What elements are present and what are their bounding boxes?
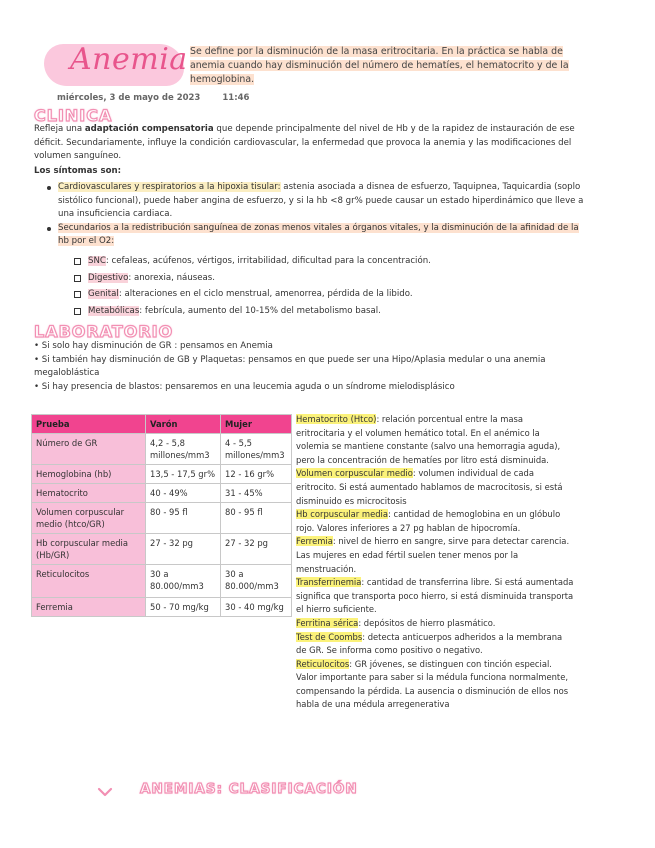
definition-item xyxy=(296,658,574,712)
definition-term: Hematocrito (Htco) xyxy=(296,414,377,424)
sub-key: Genital xyxy=(88,289,119,299)
definition-term: Transferrinemia xyxy=(296,577,362,588)
definition-text: : detecta anticuerpos adheridos a la membrana de GR. Se informa como positivo o negativo. xyxy=(296,631,563,656)
lab-line: • Si solo hay disminución de GR : pensamos en Anemia xyxy=(34,341,273,351)
list-item xyxy=(74,303,554,320)
table-header-cell: Mujer xyxy=(221,415,292,434)
definition-term: Ferritina sérica xyxy=(296,617,359,628)
bullet-highlight: Cardiovasculares y respiratorios a la hipoxia tisular: xyxy=(58,182,281,192)
definition-text: : volumen individual de cada eritrocito. Si está aumentado hablamos de macrocitosis, si está disminuido es microcitosis xyxy=(296,468,563,506)
lab-values-table xyxy=(31,414,292,617)
table-row xyxy=(32,434,292,465)
clasificacion-heading[interactable]: ANEMIAS: CLASIFICACIÓN xyxy=(140,781,358,797)
sub-value: : anorexia, náuseas. xyxy=(128,272,216,283)
table-header-cell: Prueba xyxy=(32,415,146,434)
lab-line: • Si hay presencia de blastos: pensaremos en una leucemia aguda o un síndrome mielodisplásico xyxy=(34,381,455,392)
table-cell: Ferremia xyxy=(32,598,146,617)
sintomas-list xyxy=(44,181,584,249)
table-row xyxy=(32,503,292,534)
definitions-block xyxy=(296,413,574,712)
definition-item xyxy=(296,535,574,576)
table-row xyxy=(32,534,292,565)
page-title: Anemia xyxy=(70,42,188,77)
definition-term: Volumen corpuscular medio xyxy=(296,468,413,479)
sub-sintomas-list xyxy=(74,253,554,319)
definition-text: : depósitos de hierro plasmático. xyxy=(358,617,496,628)
definition-term: Ferremia xyxy=(296,536,333,547)
definition-term: Test de Coombs xyxy=(296,631,363,642)
definition-item xyxy=(296,617,574,631)
sub-value: : cefaleas, acúfenos, vértigos, irritabilidad, dificultad para la concentración. xyxy=(105,256,431,266)
table-cell: 4,2 - 5,8 millones/mm3 xyxy=(146,434,221,465)
clinica-paragraph xyxy=(34,123,579,164)
definition-item xyxy=(296,576,574,617)
table-cell: 4 - 5,5 millones/mm3 xyxy=(221,434,292,465)
table-cell: Hb corpuscular media (Hb/GR) xyxy=(32,534,146,565)
intro-highlight: Se define por la disminución de la masa eritrocitaria. En la práctica se habla de anemia cuando hay disminución del número de hematíes, el hematocrito y de la hemoglobina. xyxy=(190,46,569,85)
bullet-text: astenia asociada a disnea de esfuerzo, Taquipnea, Taquicardia (soplo sistólico funcional), puede haber angina de esfuerzo, y si la hb <8 gr% puede causar un estado hiperdinámico que lleve a una insuficiencia cardiaca. xyxy=(58,182,584,219)
table-cell: 80 - 95 fl xyxy=(221,503,292,534)
list-item xyxy=(74,253,554,270)
clinica-text-b: que depende principalmente del nivel de Hb y de la rapidez de instauración de ese déficit. Secundariamente, influye la condición cardiovascular, la enfermedad que provoca la anemia y las modificaciones del volumen sanguíneo. xyxy=(34,124,575,161)
bullet-highlight: Secundarios a la redistribución sanguínea de zonas menos vitales a órganos vitales, y la disminución de la afinidad de la hb por el O2: xyxy=(58,222,579,246)
definition-text: : GR jóvenes, se distinguen con tinción especial. Valor importante para saber si la médula funciona normalmente, compensando la pérdida. La ausencia o disminución de ellos nos habla de una médula arregenerativa xyxy=(296,658,569,710)
sub-key: Metabólicas xyxy=(88,305,140,316)
table-cell: 40 - 49% xyxy=(146,484,221,503)
note-date xyxy=(57,93,249,103)
lab-line: • Si también hay disminución de GB y Plaquetas: pensamos en que puede ser una Hipo/Aplasia medular o una anemia megaloblástica xyxy=(34,354,546,378)
table-row xyxy=(32,484,292,503)
table-row xyxy=(32,598,292,617)
definition-item xyxy=(296,508,574,535)
table-cell: Hemoglobina (hb) xyxy=(32,465,146,484)
table-header-cell: Varón xyxy=(146,415,221,434)
table-cell: Volumen corpuscular medio (htco/GR) xyxy=(32,503,146,534)
table-cell: 30 - 40 mg/kg xyxy=(221,598,292,617)
definition-text: : cantidad de hemoglobina en un glóbulo rojo. Valores inferiores a 27 pg hablan de hipocromía. xyxy=(296,509,561,533)
table-header-row xyxy=(32,415,292,434)
definition-item xyxy=(296,467,574,508)
table-cell: 80 - 95 fl xyxy=(146,503,221,534)
definition-term: Hb corpuscular media xyxy=(296,509,388,520)
sintomas-label: Los síntomas son: xyxy=(34,166,122,176)
laboratorio-text xyxy=(34,340,554,394)
clinica-heading: CLINICA xyxy=(34,106,113,125)
table-cell: Reticulocitos xyxy=(32,565,146,598)
table-cell: Número de GR xyxy=(32,434,146,465)
definition-item xyxy=(296,413,574,467)
intro-text xyxy=(190,45,590,87)
table-cell: 50 - 70 mg/kg xyxy=(146,598,221,617)
list-item xyxy=(74,286,554,303)
table-cell: 13,5 - 17,5 gr% xyxy=(146,465,221,484)
sub-value: : febrícula, aumento del 10-15% del metabolismo basal. xyxy=(139,305,381,316)
definition-text: : relación porcentual entre la masa eritrocitaria y el volumen hemático total. En el anémico la volemia se mantiene constante (salvo una hemorragia aguda), pero la concentración de hematíes por litro está disminuida. xyxy=(296,414,561,465)
clinica-text-a: Refleja una xyxy=(34,124,85,134)
list-item xyxy=(44,222,584,249)
date-text: miércoles, 3 de mayo de 2023 xyxy=(57,93,201,103)
definition-text: : cantidad de transferrina libre. Si está aumentada significa que transporta poco hierro, si está disminuida transporta el hierro suficiente. xyxy=(296,577,574,615)
clinica-bold: adaptación compensatoria xyxy=(84,124,214,134)
list-item xyxy=(44,181,584,222)
table-cell: 27 - 32 pg xyxy=(146,534,221,565)
table-cell: 27 - 32 pg xyxy=(221,534,292,565)
definition-text: : nivel de hierro en sangre, sirve para detectar carencia. Las mujeres en edad fértil suelen tener menos por la menstruación. xyxy=(296,536,570,574)
sub-key: SNC xyxy=(88,256,106,266)
list-item xyxy=(74,270,554,287)
table-row xyxy=(32,465,292,484)
table-cell: 30 a 80.000/mm3 xyxy=(221,565,292,598)
table-cell: 12 - 16 gr% xyxy=(221,465,292,484)
definition-term: Reticulocitos xyxy=(296,658,350,669)
sub-value: : alteraciones en el ciclo menstrual, amenorrea, pérdida de la libido. xyxy=(118,289,413,299)
chevron-down-icon[interactable] xyxy=(97,787,113,797)
table-cell: 30 a 80.000/mm3 xyxy=(146,565,221,598)
table-row xyxy=(32,565,292,598)
table-cell: 31 - 45% xyxy=(221,484,292,503)
table-cell: Hematocrito xyxy=(32,484,146,503)
laboratorio-heading: LABORATORIO xyxy=(34,322,174,341)
definition-item xyxy=(296,631,574,658)
title-badge xyxy=(44,38,186,90)
time-text: 11:46 xyxy=(222,93,250,103)
sub-key: Digestivo xyxy=(88,272,129,283)
